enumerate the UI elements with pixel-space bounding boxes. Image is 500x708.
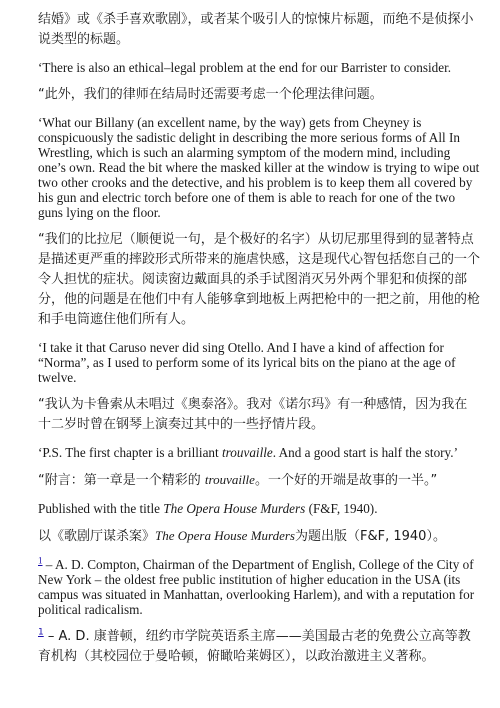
publication-title-en: The Opera House Murders — [163, 501, 306, 516]
footnote-en-text: – A. D. Compton, Chairman of the Department of English, College of the City of New York – the oldest free public institution of higher education in the USA (its campus was situated in Manhattan, overlooking Harlem), and with a reputation for political radicalism. — [38, 557, 475, 617]
postscript-en — [38, 445, 480, 460]
postscript-zh — [38, 470, 480, 491]
postscript-zh-text: “附言：第一章是一个精彩的 — [38, 473, 205, 488]
footnote-en — [38, 557, 480, 617]
paragraph-zh-7: “我认为卡鲁索从未唱过《奥泰洛》。我对《诺尔玛》有一种感情，因为我在十二岁时曾在钢琴上演奏过其中的一些抒情片段。 — [38, 397, 468, 432]
footnote-link-zh[interactable]: 1 — [38, 627, 44, 638]
publication-note-zh — [38, 526, 480, 547]
paragraph-en-6: ‘I take it that Caruso never did sing Otello. And I have a kind of affection for “Norma”, as I used to perform some of its lyrical bits on the piano at the age of twelve. — [38, 340, 456, 385]
footnote-zh-text: – A. D. 康普顿，纽约市学院英语系主席——美国最古老的免费公立高等教育机构（其校园位于曼哈顿，俯瞰哈莱姆区），以政治激进主义著称。 — [38, 629, 471, 664]
publication-note-zh-tail: 为题出版（F&F, 1940）。 — [295, 529, 446, 544]
publication-title-zh: The Opera House Murders — [155, 528, 295, 543]
publication-note-zh-text: 以《歌剧厅谋杀案》 — [38, 529, 156, 544]
paragraph-en-2: ‘There is also an ethical–legal problem at the end for our Barrister to consider. — [38, 60, 452, 75]
footnote-link-en[interactable]: 1 — [38, 555, 43, 566]
postscript-zh-tail: 。一个好的开端是故事的一半。” — [254, 473, 438, 488]
publication-note-en-text: Published with the title — [38, 501, 164, 516]
paragraph-en-4: ‘What our Billany (an excellent name, by the way) gets from Cheyney is conspicuously the sadistic delight in describing the more serious forms of All In Wrestling, which is such an alarming symptom of the modern mind, including one’s own. Read the bit where the masked killer at the window is trying to wipe out two other crooks and the detective, and his problem is to keep them all covered by his gun and electric torch before one of them is able to reach for one of the two guns lying on the floor. — [38, 115, 480, 220]
paragraph-zh-5: “我们的比拉尼（顺便说一句，是个极好的名字）从切尼那里得到的显著特点是描述更严重的摔跤形式所带来的施虐快感，这是现代心智包括您自己的一个令人担忧的症状。阅读窗边戴面具的杀手试图消灭另外两个罪犯和侦探的部分，他的问题是在他们中有人能够拿到地板上两把枪中的一把之前，用他的枪和手电筒遮住他们所有人。 — [38, 232, 481, 327]
postscript-en-tail: . And a good start is half the story.’ — [272, 445, 458, 460]
publication-note-en — [38, 501, 480, 516]
paragraph-zh-3: “此外，我们的律师在结局时还需要考虑一个伦理法律问题。 — [38, 87, 383, 102]
footnote-zh — [38, 627, 480, 667]
postscript-en-text: ‘P.S. The first chapter is a brilliant — [38, 445, 222, 460]
postscript-en-italic: trouvaille — [221, 445, 273, 460]
publication-note-en-tail: (F&F, 1940). — [305, 501, 378, 516]
paragraph-zh-1: 结婚》或《杀手喜欢歌剧》，或者某个吸引人的惊悚片标题，而绝不是侦探小说类型的标题。 — [38, 12, 474, 47]
postscript-zh-italic: trouvaille — [204, 472, 255, 487]
